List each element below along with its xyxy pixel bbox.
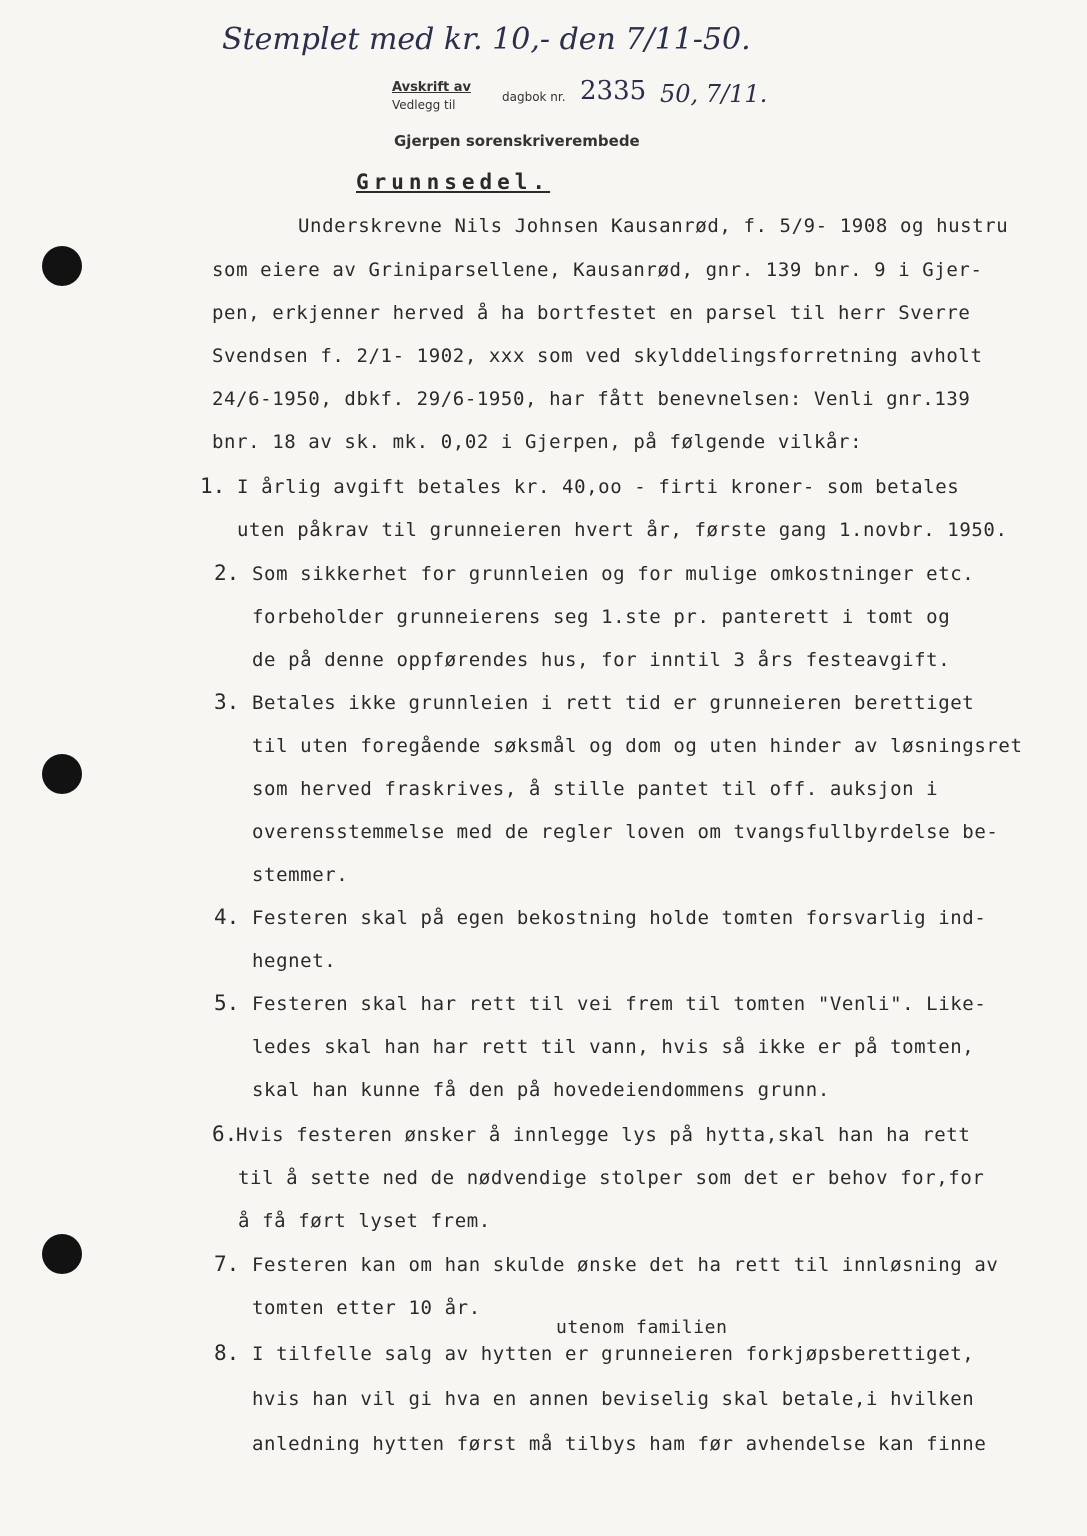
stamp-dagbok-label: dagbok nr. — [502, 90, 566, 104]
clause-number: 5. — [214, 991, 240, 1015]
clause-insertion: utenom familien — [556, 1317, 728, 1338]
clause-number: 8. — [214, 1341, 240, 1365]
clause-line: de på denne oppførendes hus, for inntil 3 års festeavgift. — [252, 649, 951, 671]
handwritten-note: Stemplet med kr. 10,- den 7/11-50. — [222, 22, 751, 57]
punch-hole-top — [42, 246, 82, 286]
clause-line: overensstemmelse med de regler loven om tvangsfullbyrdelse be- — [252, 821, 999, 843]
stamp-line-vedlegg: Vedlegg til — [392, 98, 456, 112]
clause-line: I tilfelle salg av hytten er grunneieren forkjøpsberettiget, — [252, 1343, 975, 1365]
clause-number: 7. — [214, 1252, 240, 1276]
clause-line: Festeren kan om han skulde ønske det ha rett til innløsning av — [252, 1254, 999, 1276]
clause-line: hvis han vil gi hva en annen beviselig skal betale,i hvilken — [252, 1388, 975, 1410]
clause-line: Som sikkerhet for grunnleien og for mulige omkostninger etc. — [252, 563, 975, 585]
clause-line: Festeren skal har rett til vei frem til tomten "Venli". Like- — [252, 993, 987, 1015]
clause-line: anledning hytten først må tilbys ham før avhendelse kan finne — [252, 1433, 987, 1455]
stamp-dagbok-suffix: 50, 7/11. — [660, 80, 768, 108]
intro-line: 24/6-1950, dbkf. 29/6-1950, har fått benevnelsen: Venli gnr.139 — [212, 388, 971, 410]
clause-number: 6. — [212, 1122, 238, 1146]
intro-line: Svendsen f. 2/1- 1902, xxx som ved skylddelingsforretning avholt — [212, 345, 983, 367]
clause-line: Hvis festeren ønsker å innlegge lys på hytta,skal han ha rett — [236, 1124, 971, 1146]
intro-line: pen, erkjenner herved å ha bortfestet en parsel til herr Sverre — [212, 302, 971, 324]
clause-number: 4. — [214, 905, 240, 929]
intro-line: Underskrevne Nils Johnsen Kausanrød, f. 5/9- 1908 og hustru — [298, 215, 1009, 237]
stamp-office: Gjerpen sorenskriverembede — [394, 132, 640, 150]
clause-line: forbeholder grunneierens seg 1.ste pr. panterett i tomt og — [252, 606, 951, 628]
clause-line: til å sette ned de nødvendige stolper som det er behov for,for — [238, 1167, 985, 1189]
stamp-line-avskrift: Avskrift av — [392, 80, 471, 95]
clause-line: tomten etter 10 år. — [252, 1297, 481, 1319]
intro-line: som eiere av Griniparsellene, Kausanrød, gnr. 139 bnr. 9 i Gjer- — [212, 259, 983, 281]
clause-line: I årlig avgift betales kr. 40,oo - firti kroner- som betales — [237, 476, 960, 498]
document-title: Grunnsedel. — [356, 170, 551, 194]
clause-number: 1. — [200, 474, 226, 498]
clause-number: 2. — [214, 561, 240, 585]
punch-hole-middle — [42, 754, 82, 794]
clause-line: Betales ikke grunnleien i rett tid er grunneieren berettiget — [252, 692, 975, 714]
stamp-dagbok-number: 2335 — [580, 76, 647, 106]
punch-hole-bottom — [42, 1234, 82, 1274]
clause-line: hegnet. — [252, 950, 337, 972]
clause-line: uten påkrav til grunneieren hvert år, første gang 1.novbr. 1950. — [237, 519, 1008, 541]
clause-line: Festeren skal på egen bekostning holde tomten forsvarlig ind- — [252, 907, 987, 929]
clause-line: skal han kunne få den på hovedeiendommens grunn. — [252, 1079, 830, 1101]
clause-line: til uten foregående søksmål og dom og uten hinder av løsningsret — [252, 735, 1023, 757]
intro-line: bnr. 18 av sk. mk. 0,02 i Gjerpen, på følgende vilkår: — [212, 431, 863, 453]
clause-line: stemmer. — [252, 864, 349, 886]
clause-line: som herved fraskrives, å stille pantet til off. auksjon i — [252, 778, 939, 800]
clause-line: å få ført lyset frem. — [238, 1210, 491, 1232]
clause-number: 3. — [214, 690, 240, 714]
clause-line: ledes skal han har rett til vann, hvis så ikke er på tomten, — [252, 1036, 975, 1058]
